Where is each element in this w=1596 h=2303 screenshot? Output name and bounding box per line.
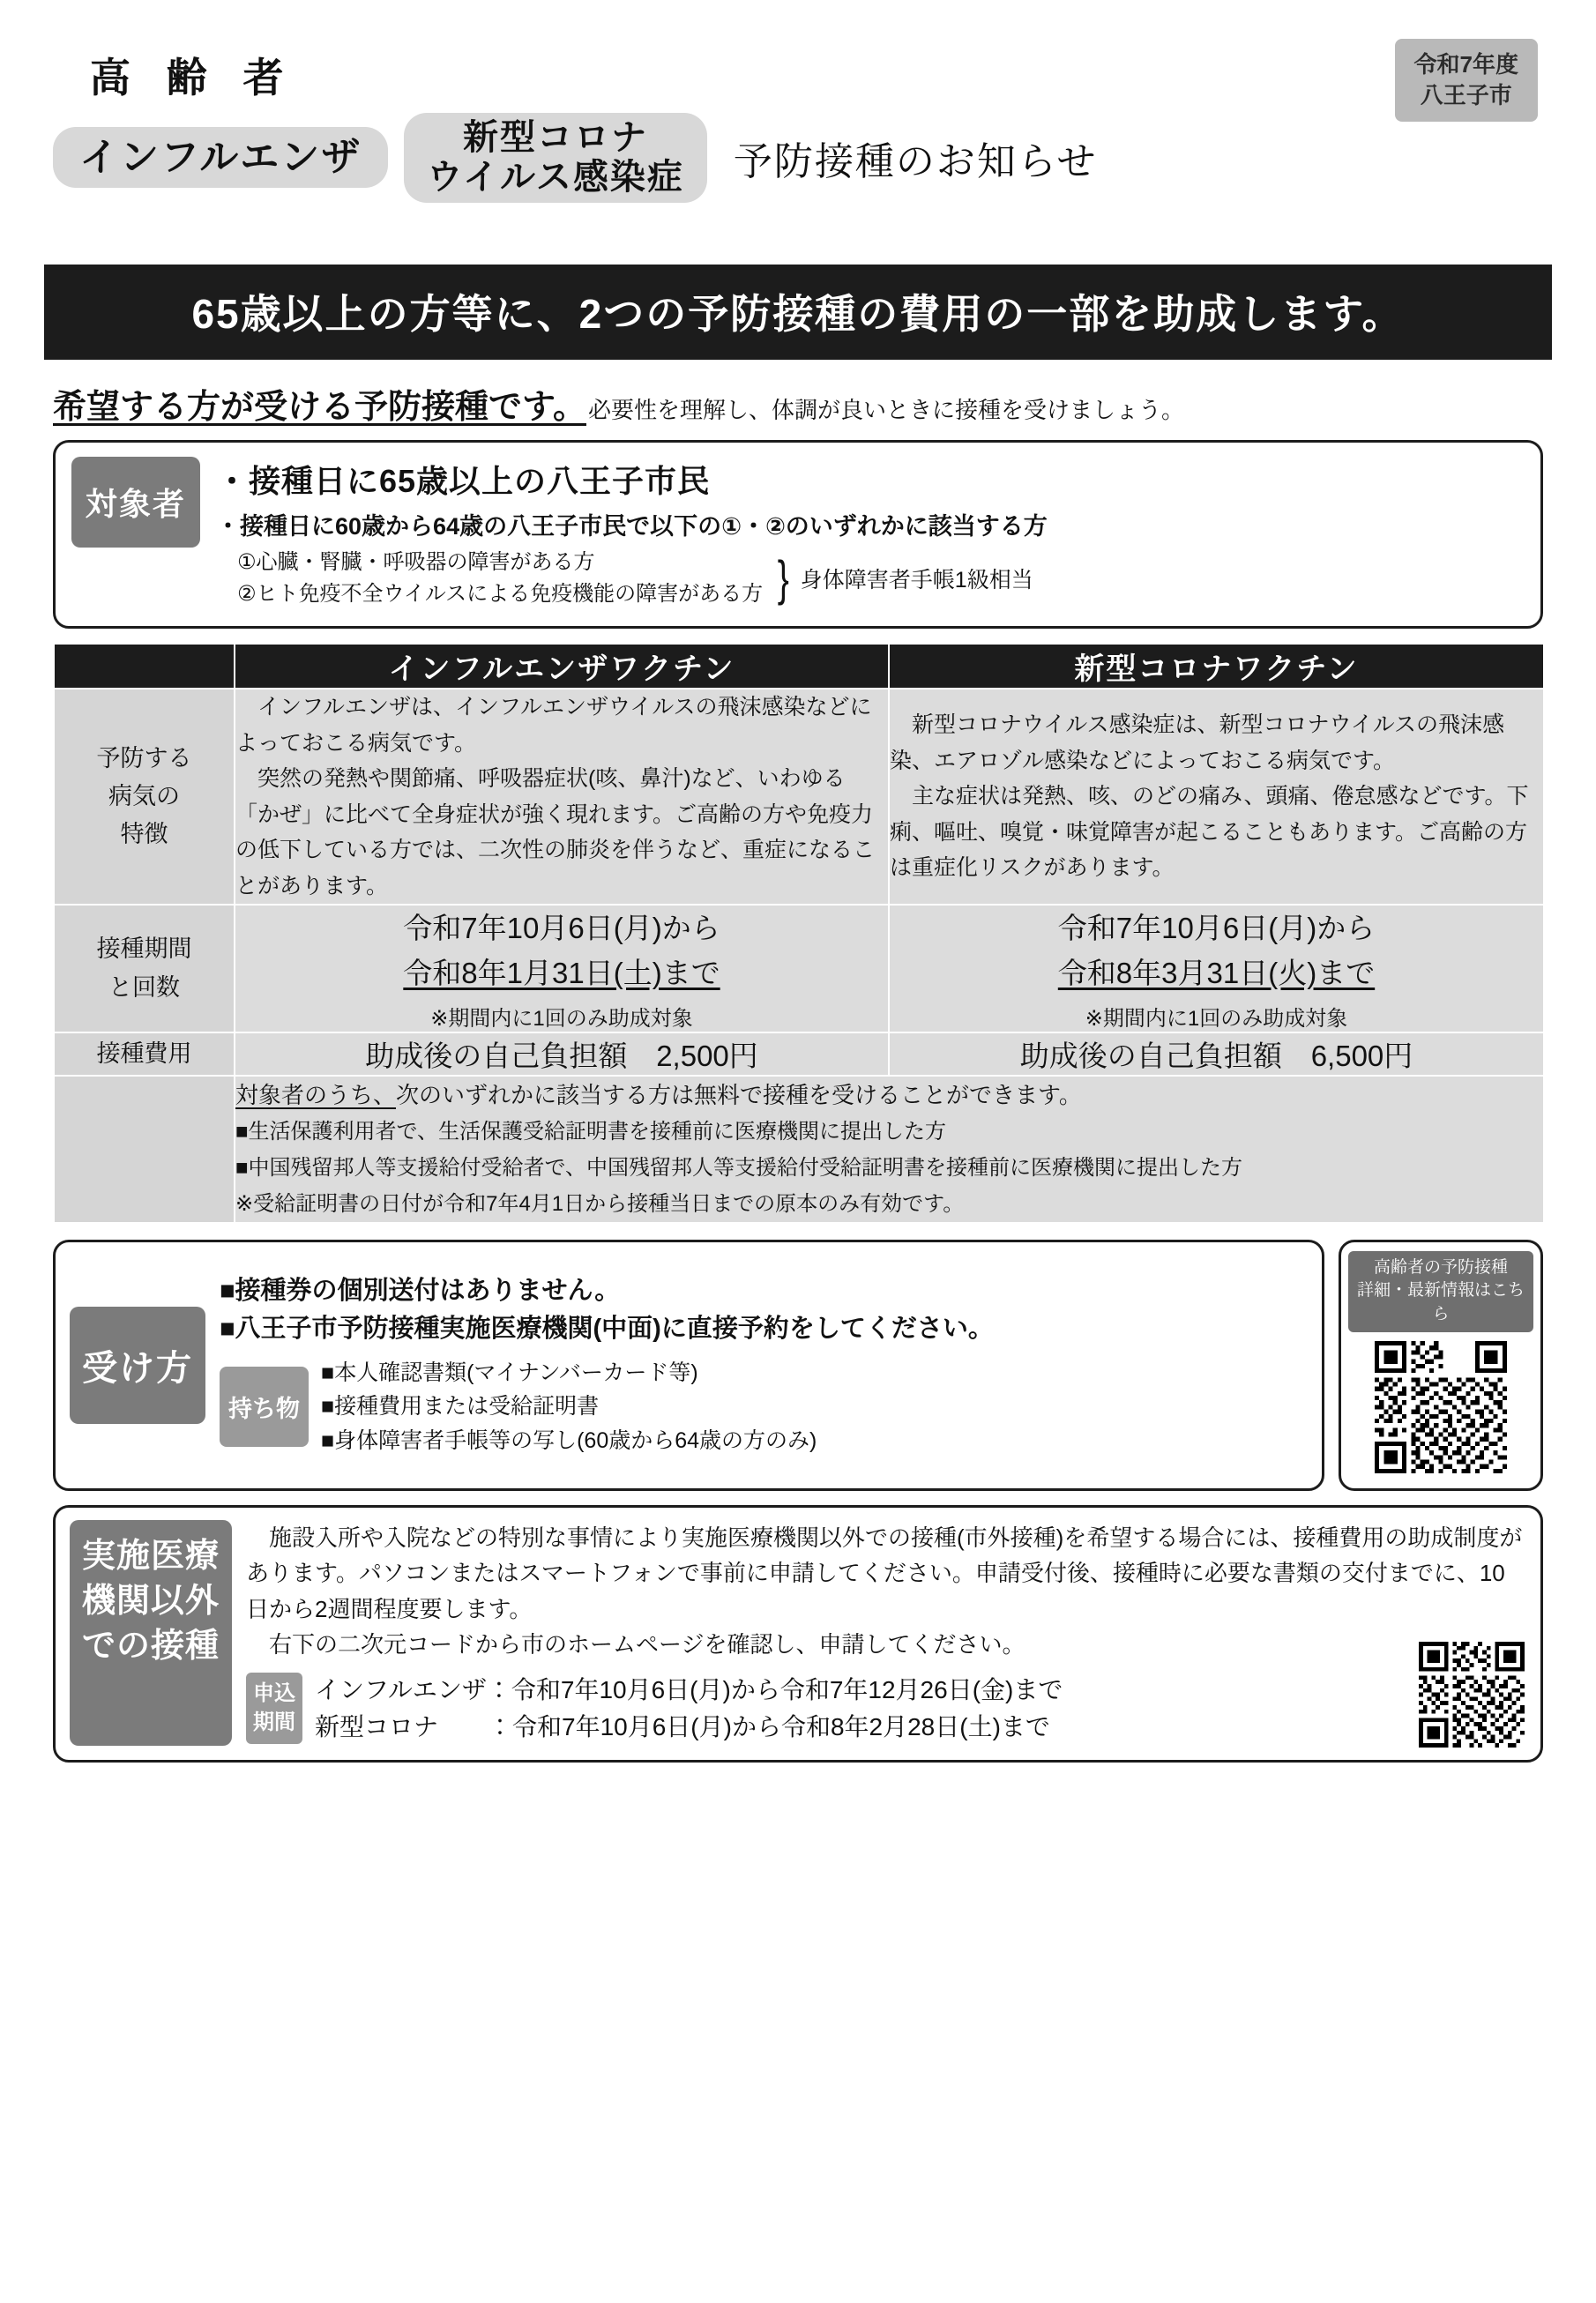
cell-cost-influenza: 助成後の自己負担額 2,500円 bbox=[235, 1032, 889, 1076]
year-badge-line2: 八王子市 bbox=[1420, 82, 1512, 109]
cell-disease-covid-p1: 新型コロナウイルス感染症は、新型コロナウイルスの飛沫感染、エアロゾル感染などによっておこる病気です。 bbox=[890, 712, 1505, 773]
row-label-disease-l2: 病気の bbox=[108, 782, 180, 809]
bring-row bbox=[220, 1356, 1308, 1458]
receive-box bbox=[53, 1240, 1324, 1491]
period-influenza-start: 令和7年10月6日(月)から bbox=[403, 912, 720, 944]
table-row bbox=[54, 1032, 1544, 1076]
receive-section bbox=[53, 1240, 1543, 1491]
target-label: 対象者 bbox=[71, 457, 200, 548]
cell-disease-influenza bbox=[235, 689, 889, 905]
receive-line-2: ■八王子市予防接種実施医療機関(中面)に直接予約をしてください。 bbox=[220, 1315, 994, 1343]
table-row bbox=[54, 1076, 1544, 1223]
row-label-disease-l1: 予防する bbox=[96, 744, 192, 771]
receive-body bbox=[220, 1272, 1308, 1458]
pill-covid-line2: ウイルス感染症 bbox=[427, 157, 684, 197]
target-body bbox=[216, 457, 1525, 610]
cell-period-influenza bbox=[235, 905, 889, 1032]
row-label-period bbox=[54, 905, 235, 1032]
free-line-1: ■生活保護利用者で、生活保護受給証明書を接種前に医療機関に提出した方 bbox=[235, 1120, 947, 1144]
table-header-row bbox=[54, 644, 1544, 689]
qr-caption-line1: 高齢者の予防接種 bbox=[1373, 1257, 1508, 1277]
table-row bbox=[54, 905, 1544, 1032]
brace-icon: } bbox=[777, 549, 789, 606]
outside-body bbox=[246, 1520, 1526, 1746]
outside-paragraph-1 bbox=[246, 1520, 1526, 1628]
free-head-underlined: 対象者のうち、 bbox=[235, 1082, 397, 1108]
apply-period-lines bbox=[315, 1672, 1063, 1746]
row-label-free-spacer bbox=[54, 1076, 235, 1223]
free-head bbox=[235, 1077, 1543, 1114]
row-label-disease bbox=[54, 689, 235, 905]
cell-free-conditions bbox=[235, 1076, 1544, 1223]
bring-item-2: ■接種費用または受給証明書 bbox=[321, 1394, 600, 1420]
header-title-tail: 予防接種のお知らせ bbox=[733, 139, 1098, 183]
cell-disease-influenza-p1: インフルエンザは、インフルエンザウイルスの飛沫感染などによっておこる病気です。 bbox=[235, 695, 872, 756]
row-label-period-l2: と回数 bbox=[108, 973, 180, 1001]
header-kourei: 高 齢 者 bbox=[90, 55, 296, 101]
apply-period-label-l2: 期間 bbox=[253, 1710, 296, 1734]
outside-paragraph-2-text: 右下の二次元コードから市のホームページを確認し、申請してください。 bbox=[269, 1631, 1025, 1658]
outside-clinic-section bbox=[53, 1505, 1543, 1763]
apply-period-row bbox=[246, 1672, 1526, 1746]
row-label-period-l1: 接種期間 bbox=[96, 935, 192, 963]
bring-item-3: ■身体障害者手帳等の写し(60歳から64歳の方のみ) bbox=[321, 1428, 817, 1453]
pill-influenza: インフルエンザ bbox=[53, 127, 388, 188]
apply-period-label bbox=[246, 1673, 302, 1744]
target-section bbox=[53, 440, 1543, 629]
apply-period-influenza: インフルエンザ：令和7年10月6日(月)から令和7年12月26日(金)まで bbox=[315, 1675, 1063, 1703]
free-line-3: ※受給証明書の日付が令和7年4月1日から接種当日までの原本のみ有効です。 bbox=[235, 1191, 965, 1216]
headline-banner: 65歳以上の方等に、2つの予防接種の費用の一部を助成します。 bbox=[44, 265, 1552, 360]
period-covid-start: 令和7年10月6日(月)から bbox=[1057, 912, 1376, 944]
bring-list bbox=[321, 1356, 817, 1458]
year-badge bbox=[1395, 39, 1538, 122]
period-influenza-end: 令和8年1月31日(土)まで bbox=[403, 957, 720, 989]
target-brace-note: 身体障害者手帳1級相当 bbox=[800, 568, 1033, 593]
lead-rest: 必要性を理解し、体調が良いときに接種を受けましょう。 bbox=[587, 397, 1184, 423]
qr-code-icon[interactable] bbox=[1375, 1341, 1507, 1473]
pill-covid bbox=[404, 113, 707, 203]
target-sub-row bbox=[237, 547, 1525, 610]
row-label-disease-l3: 特徴 bbox=[120, 821, 168, 848]
vaccine-comparison-table bbox=[53, 643, 1545, 1224]
flyer-page bbox=[0, 46, 1596, 2303]
qr-panel-details bbox=[1339, 1240, 1543, 1491]
lead-text bbox=[53, 379, 1543, 428]
free-line-2: ■中国残留邦人等支援給付受給者で、中国残留邦人等支援給付受給証明書を接種前に医療機関に提出した方 bbox=[235, 1155, 1243, 1180]
outside-label-l1: 実施医療 bbox=[82, 1537, 220, 1575]
outside-label bbox=[70, 1520, 232, 1746]
pill-covid-line1: 新型コロナ bbox=[463, 118, 649, 157]
receive-label: 受け方 bbox=[70, 1307, 205, 1424]
period-influenza-note: ※期間内に1回のみ助成対象 bbox=[430, 1007, 693, 1031]
cell-disease-covid bbox=[889, 689, 1544, 905]
header bbox=[53, 46, 1543, 249]
target-line-2: ・接種日に60歳から64歳の八王子市民で以下の①・②のいずれかに該当する方 bbox=[216, 513, 1048, 540]
cell-disease-covid-p2: 主な症状は発熱、咳、のどの痛み、頭痛、倦怠感などです。下痢、嘔吐、嗅覚・味覚障害が起こることもあります。ご高齢の方は重症化リスクがあります。 bbox=[890, 784, 1529, 881]
year-badge-line1: 令和7年度 bbox=[1413, 51, 1518, 78]
table-corner-cell bbox=[54, 644, 235, 689]
cell-period-covid bbox=[889, 905, 1544, 1032]
outside-paragraph-1-text: 施設入所や入院などの特別な事情により実施医療機関以外での接種(市外接種)を希望する場合には、接種費用の助成制度があります。パソコンまたはスマートフォンで事前に申請してください。申請受付後、接種時に必要な書類の交付までに、10日から2週間程度要します。 bbox=[246, 1524, 1523, 1622]
outside-label-l2: 機関以外 bbox=[82, 1582, 220, 1620]
cell-cost-covid: 助成後の自己負担額 6,500円 bbox=[889, 1032, 1544, 1076]
outside-paragraph-2 bbox=[246, 1627, 1526, 1663]
table-row bbox=[54, 689, 1544, 905]
bring-item-1: ■本人確認書類(マイナンバーカード等) bbox=[321, 1360, 698, 1385]
row-label-cost: 接種費用 bbox=[54, 1032, 235, 1076]
period-covid-end: 令和8年3月31日(火)まで bbox=[1057, 957, 1376, 989]
cell-disease-influenza-p2: 突然の発熱や関節痛、呼吸器症状(咳、鼻汁)など、いわゆる「かぜ」に比べて全身症状が強く現れます。ご高齢の方や免疫力の低下している方では、二次性の肺炎を伴うなど、重症になることがあります。 bbox=[235, 766, 876, 898]
outside-label-l3: での接種 bbox=[82, 1628, 220, 1666]
qr-caption-line2: 詳細・最新情報はこちら bbox=[1356, 1281, 1525, 1323]
apply-period-covid: 新型コロナ ：令和7年10月6日(月)から令和8年2月28日(土)まで bbox=[315, 1712, 1050, 1740]
apply-period-label-l1: 申込 bbox=[253, 1681, 296, 1706]
target-line-1: ・接種日に65歳以上の八王子市民 bbox=[216, 463, 711, 499]
target-sub-1: ①心臓・腎臓・呼吸器の障害がある方 bbox=[237, 550, 595, 574]
qr-caption bbox=[1348, 1251, 1533, 1332]
lead-strong: 希望する方が受ける予防接種です。 bbox=[53, 389, 586, 426]
target-sub-list bbox=[237, 547, 763, 610]
bring-label: 持ち物 bbox=[220, 1367, 309, 1447]
free-head-rest: 次のいずれかに該当する方は無料で接種を受けることができます。 bbox=[396, 1082, 1082, 1108]
header-title-row bbox=[53, 113, 1543, 203]
column-header-influenza: インフルエンザワクチン bbox=[235, 644, 889, 689]
receive-line-1: ■接種券の個別送付はありません。 bbox=[220, 1276, 621, 1305]
column-header-covid: 新型コロナワクチン bbox=[889, 644, 1544, 689]
target-sub-2: ②ヒト免疫不全ウイルスによる免疫機能の障害がある方 bbox=[237, 582, 764, 606]
qr-code-icon[interactable] bbox=[1419, 1642, 1525, 1748]
period-covid-note: ※期間内に1回のみ助成対象 bbox=[1085, 1007, 1348, 1031]
